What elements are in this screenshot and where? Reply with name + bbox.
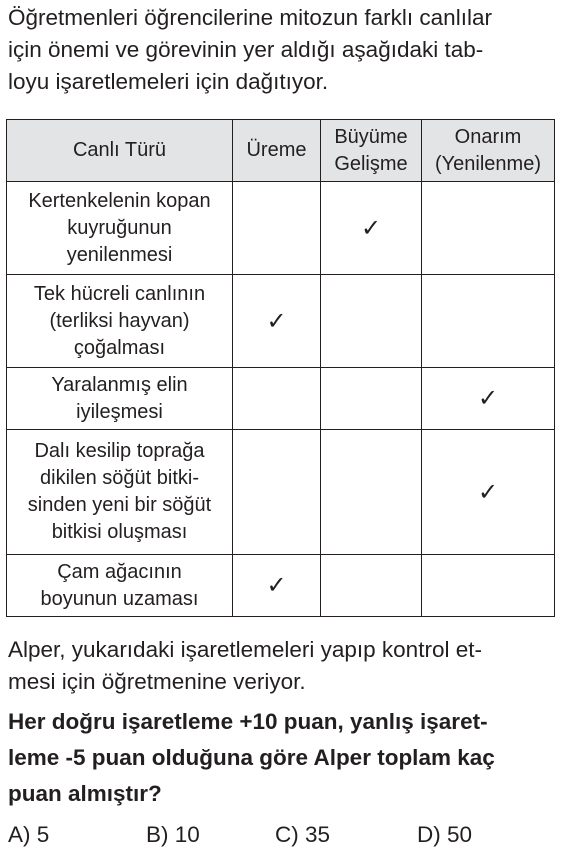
organism-line: çoğalması (73, 336, 166, 359)
table-row (7, 555, 555, 617)
table-row (7, 368, 555, 430)
header-growth-line: Büyüme (334, 125, 408, 148)
header-repair (422, 120, 555, 182)
organism-line: bitkisi oluşması (51, 521, 188, 543)
mark-cell[interactable] (422, 368, 555, 430)
intro-paragraph (8, 2, 564, 98)
checkmark-icon: ✓ (360, 214, 382, 242)
option-c[interactable]: C) 35 (275, 822, 331, 847)
organism-cell (7, 555, 233, 617)
option-a[interactable]: A) 5 (8, 822, 50, 847)
question-line: Her doğru işaretleme +10 puan, yanlış işaret- (8, 709, 488, 734)
organism-line: Çam ağacının (57, 560, 182, 583)
mark-cell[interactable] (321, 182, 422, 275)
mark-cell[interactable] (422, 555, 555, 617)
organism-line: iyileşmesi (76, 400, 163, 423)
organism-cell (7, 182, 233, 275)
organism-cell (7, 430, 233, 555)
organism-line: dikilen söğüt bitki- (40, 467, 199, 489)
mark-cell[interactable] (233, 182, 321, 275)
organism-line: Dalı kesilip toprağa (34, 440, 205, 462)
mark-cell[interactable] (321, 275, 422, 368)
mark-cell[interactable] (321, 430, 422, 555)
answer-options (8, 818, 564, 852)
checkmark-icon: ✓ (266, 307, 287, 335)
mark-cell[interactable] (233, 275, 321, 368)
option-d[interactable]: D) 50 (417, 822, 473, 847)
organism-cell (7, 275, 233, 368)
mark-cell[interactable] (422, 182, 555, 275)
mark-cell[interactable] (233, 368, 321, 430)
intro-line: loyu işaretlemeleri için dağıtıyor. (8, 69, 329, 94)
intro-line: için önemi ve görevinin yer aldığı aşağıdaki tab- (8, 37, 484, 62)
followup-line: mesi için öğretmenine veriyor. (8, 669, 306, 694)
mark-cell[interactable] (422, 430, 555, 555)
table-row (7, 275, 555, 368)
mark-cell[interactable] (233, 430, 321, 555)
table-row (7, 430, 555, 555)
header-organism-type: Canlı Türü (7, 120, 233, 182)
mark-cell[interactable] (422, 275, 555, 368)
table-header-row (7, 120, 555, 182)
table-row (7, 182, 555, 275)
followup-paragraph (8, 634, 564, 698)
organism-line: sinden yeni bir söğüt (27, 494, 212, 516)
question-line: puan almıştır? (8, 781, 162, 806)
mitosis-table (6, 119, 555, 617)
option-b[interactable]: B) 10 (146, 822, 200, 847)
organism-line: Kertenkelenin kopan (28, 189, 211, 212)
question-line: leme -5 puan olduğuna göre Alper toplam kaç (8, 745, 495, 770)
intro-line: Öğretmenleri öğrencilerine mitozun farklı canlılar (8, 5, 492, 30)
organism-line: Yaralanmış elin (51, 373, 188, 396)
question-text (8, 704, 564, 812)
checkmark-icon: ✓ (477, 385, 499, 412)
organism-line: yenilenmesi (66, 243, 173, 266)
followup-line: Alper, yukarıdaki işaretlemeleri yapıp kontrol et- (8, 637, 482, 662)
mark-cell[interactable] (321, 368, 422, 430)
mark-cell[interactable] (233, 555, 321, 617)
organism-line: (terliksi hayvan) (49, 309, 190, 332)
header-repair-line: (Yenilenme) (435, 152, 541, 175)
checkmark-icon: ✓ (477, 478, 499, 506)
header-growth-line: Gelişme (334, 152, 408, 175)
header-growth (321, 120, 422, 182)
mark-cell[interactable] (321, 555, 422, 617)
header-repair-line: Onarım (454, 125, 522, 148)
organism-line: boyunun uzaması (40, 587, 199, 610)
checkmark-icon: ✓ (266, 572, 287, 599)
header-reproduction: Üreme (233, 120, 321, 182)
organism-line: Tek hücreli canlının (33, 282, 206, 305)
organism-cell (7, 368, 233, 430)
organism-line: kuyruğunun (67, 216, 172, 239)
